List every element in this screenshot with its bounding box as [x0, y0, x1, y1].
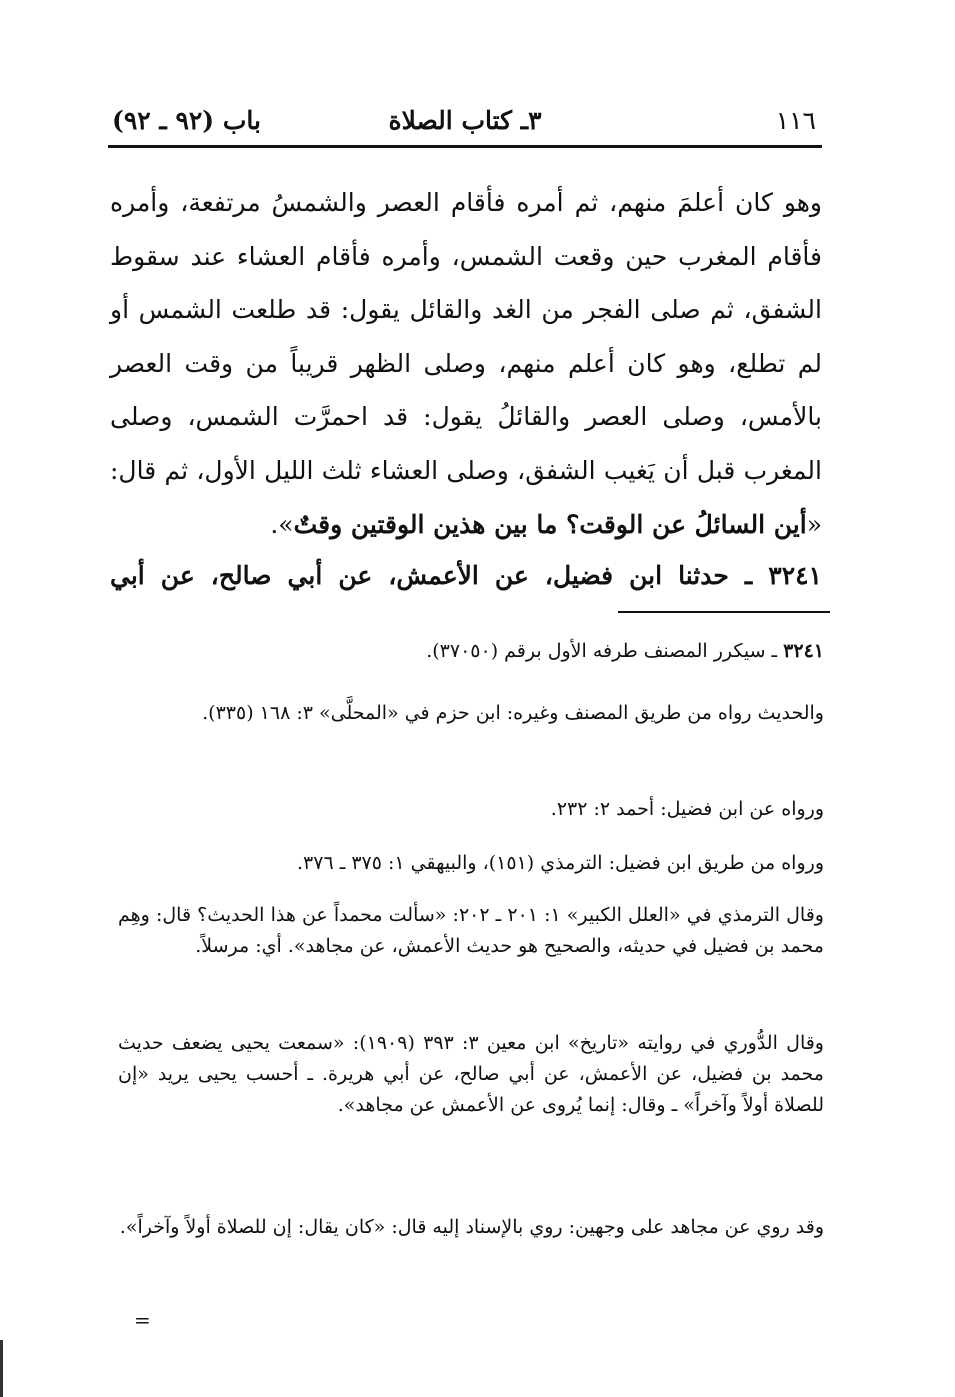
page-number: ١١٦	[775, 106, 816, 135]
footnote-number: ٣٢٤١	[783, 640, 824, 662]
header-chapter: باب (٩٢ ـ ٩٢)	[112, 106, 261, 135]
quote-closing: ».	[270, 509, 294, 539]
footnote-5: وقال الترمذي في «العلل الكبير» ١: ٢٠١ ـ ٢٠٢: «سألت محمداً عن هذا الحديث؟ قال: وهِم محمد بن فضيل في حديثه، والصحيح هو حديث الأعمش، عن مجاهد». أي: مرسلاً.	[118, 904, 824, 957]
end-mark: =	[134, 1308, 151, 1332]
footnote-6: وقال الدُّوري في روايته «تاريخ» ابن معين ٣: ٣٩٣ (١٩٠٩): «سمعت يحيى يضعف حديث محمد بن فضيل، عن الأعمش، عن أبي صالح، عن أبي هريرة. ـ أحسب يحيى يريد «إن للصلاة أولاً وآخراً» ـ وقال: إنما يُروى عن الأعمش عن مجاهد».	[118, 1032, 824, 1116]
hadith-text: ـ حدثنا ابن فضيل، عن الأعمش، عن أبي صالح، عن أبي	[110, 561, 753, 590]
main-text	[110, 176, 822, 551]
header-title: ٣ـ كتاب الصلاة	[388, 106, 542, 135]
prophet-quote: أين السائلُ عن الوقت؟ ما بين هذين الوقتين وقتٌ	[293, 509, 807, 539]
running-header	[108, 104, 822, 144]
footnote-7: وقد روي عن مجاهد على وجهين: روي بالإسناد إليه قال: «كان يقال: إن للصلاة أولاً وآخراً».	[119, 1216, 824, 1238]
hadith-number: ٣٢٤١	[768, 561, 822, 590]
footnote-3: ورواه عن ابن فضيل: أحمد ٢: ٢٣٢.	[550, 798, 824, 820]
hadith-start	[110, 554, 822, 598]
footnote-4: ورواه من طريق ابن فضيل: الترمذي (١٥١)، والبيهقي ١: ٣٧٥ ـ ٣٧٦.	[296, 852, 824, 874]
footnote-1-text: ـ سيكرر المصنف طرفه الأول برقم (٣٧٠٥٠).	[426, 640, 778, 662]
main-paragraph: وهو كان أعلمَ منهم، ثم أمره فأقام العصر والشمسُ مرتفعة، وأمره فأقام المغرب حين وقعت الشمس، وأمره فأقام العشاء عند سقوط الشفق، ثم صلى الفجر من الغد والقائل يقول: قد طلعت الشمس أو لم تطلع، وهو كان أعلم منهم، وصلى الظهر قريباً من وقت العصر بالأمس، وصلى العصر والقائلُ يقول: قد احمرَّت الشمس، وصلى المغرب قبل أن يَغيب الشفق، وصلى العشاء ثلث الليل الأول، ثم قال: «	[110, 188, 822, 539]
page-edge-mark	[0, 1340, 3, 1397]
footnote-1	[118, 636, 824, 667]
footnote-rule	[618, 611, 830, 613]
footnote-2: والحديث رواه من طريق المصنف وغيره: ابن حزم في «المحلَّى» ٣: ١٦٨ (٣٣٥).	[202, 702, 824, 724]
header-rule	[108, 145, 822, 148]
